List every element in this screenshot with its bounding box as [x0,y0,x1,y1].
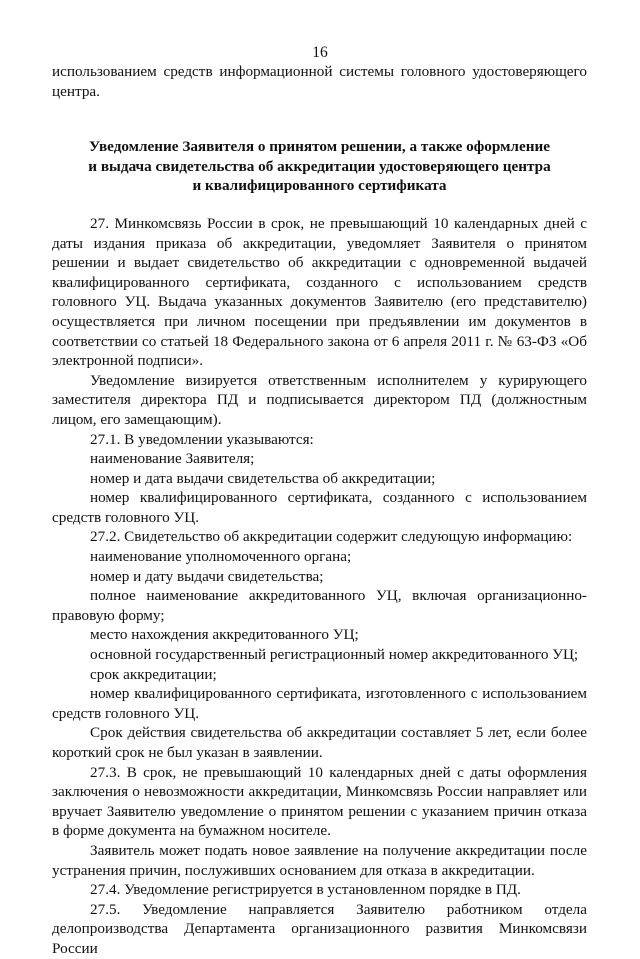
page-number: 16 [312,44,328,61]
heading-line: и выдача свидетельства об аккредитации удостоверяющего центра [88,157,551,175]
list-item: номер и дату выдачи свидетельства; [90,567,324,585]
list-item: наименование Заявителя; [90,450,255,468]
heading-line: и квалифицированного сертификата [192,177,447,195]
paragraph-27-1: 27.1. В уведомлении указываются: [90,430,314,448]
paragraph-27-2: 27.2. Свидетельство об аккредитации содержит следующую информацию: [90,528,573,546]
paragraph-27-5: 27.5. Уведомление направляется Заявителю работником отдела делопроизводства Департамента организационного развития Минкомсвязи России [52,900,587,957]
list-item: наименование уполномоченного органа; [90,548,352,566]
list-item: место нахождения аккредитованного УЦ; [90,626,359,644]
paragraph-approval: Уведомление визируется ответственным исполнителем у курирующего заместителя директора ПД и подписывается директором ПД (должностным лицом, его замещающим). [52,371,587,428]
section-heading [52,137,587,196]
heading-line: Уведомление Заявителя о принятом решении, а также оформление [89,138,550,156]
paragraph-27-4: 27.4. Уведомление регистрируется в установленном порядке в ПД. [90,881,521,899]
paragraph-27: 27. Минкомсвязь России в срок, не превышающий 10 календарных дней с даты издания приказа об аккредитации, уведомляет Заявителя о принятом решении и выдает свидетельство об аккредитации с одновременной выдачей квалифицированного сертификата, созданного с использованием средств головного УЦ. Выдача указанных документов Заявителю (его представителю) осуществляется при личном посещении при предъявлении им документов в соответствии со статьей 18 Федерального закона от 6 апреля 2011 г. № 63-ФЗ «Об электронной подписи». [52,214,587,370]
paragraph-reapply: Заявитель может подать новое заявление на получение аккредитации после устранения причин, послуживших основанием для отказа в аккредитации. [52,841,587,879]
list-item: основной государственный регистрационный номер аккредитованного УЦ; [90,646,579,664]
paragraph-validity: Срок действия свидетельства об аккредитации составляет 5 лет, если более короткий срок не был указан в заявлении. [52,724,587,761]
list-item: номер квалифицированного сертификата, созданного с использованием средств головного УЦ. [52,489,587,526]
paragraph-27-3: 27.3. В срок, не превышающий 10 календарных дней с даты оформления заключения о невозможности аккредитации, Минкомсвязь России направляет или вручает Заявителю уведомление о принятом решении с указанием причин отказа в форме документа на бумажном носителе. [52,763,587,840]
list-item: номер и дата выдачи свидетельства об аккредитации; [90,469,436,487]
list-item: срок аккредитации; [90,665,217,683]
list-item: полное наименование аккредитованного УЦ, включая организационно-правовую форму; [52,587,587,624]
document-body [52,62,587,959]
list-item: номер квалифицированного сертификата, изготовленного с использованием средств головного УЦ. [52,685,587,722]
intro-paragraph: использованием средств информационной системы головного удостоверяющего центра. [52,63,587,100]
